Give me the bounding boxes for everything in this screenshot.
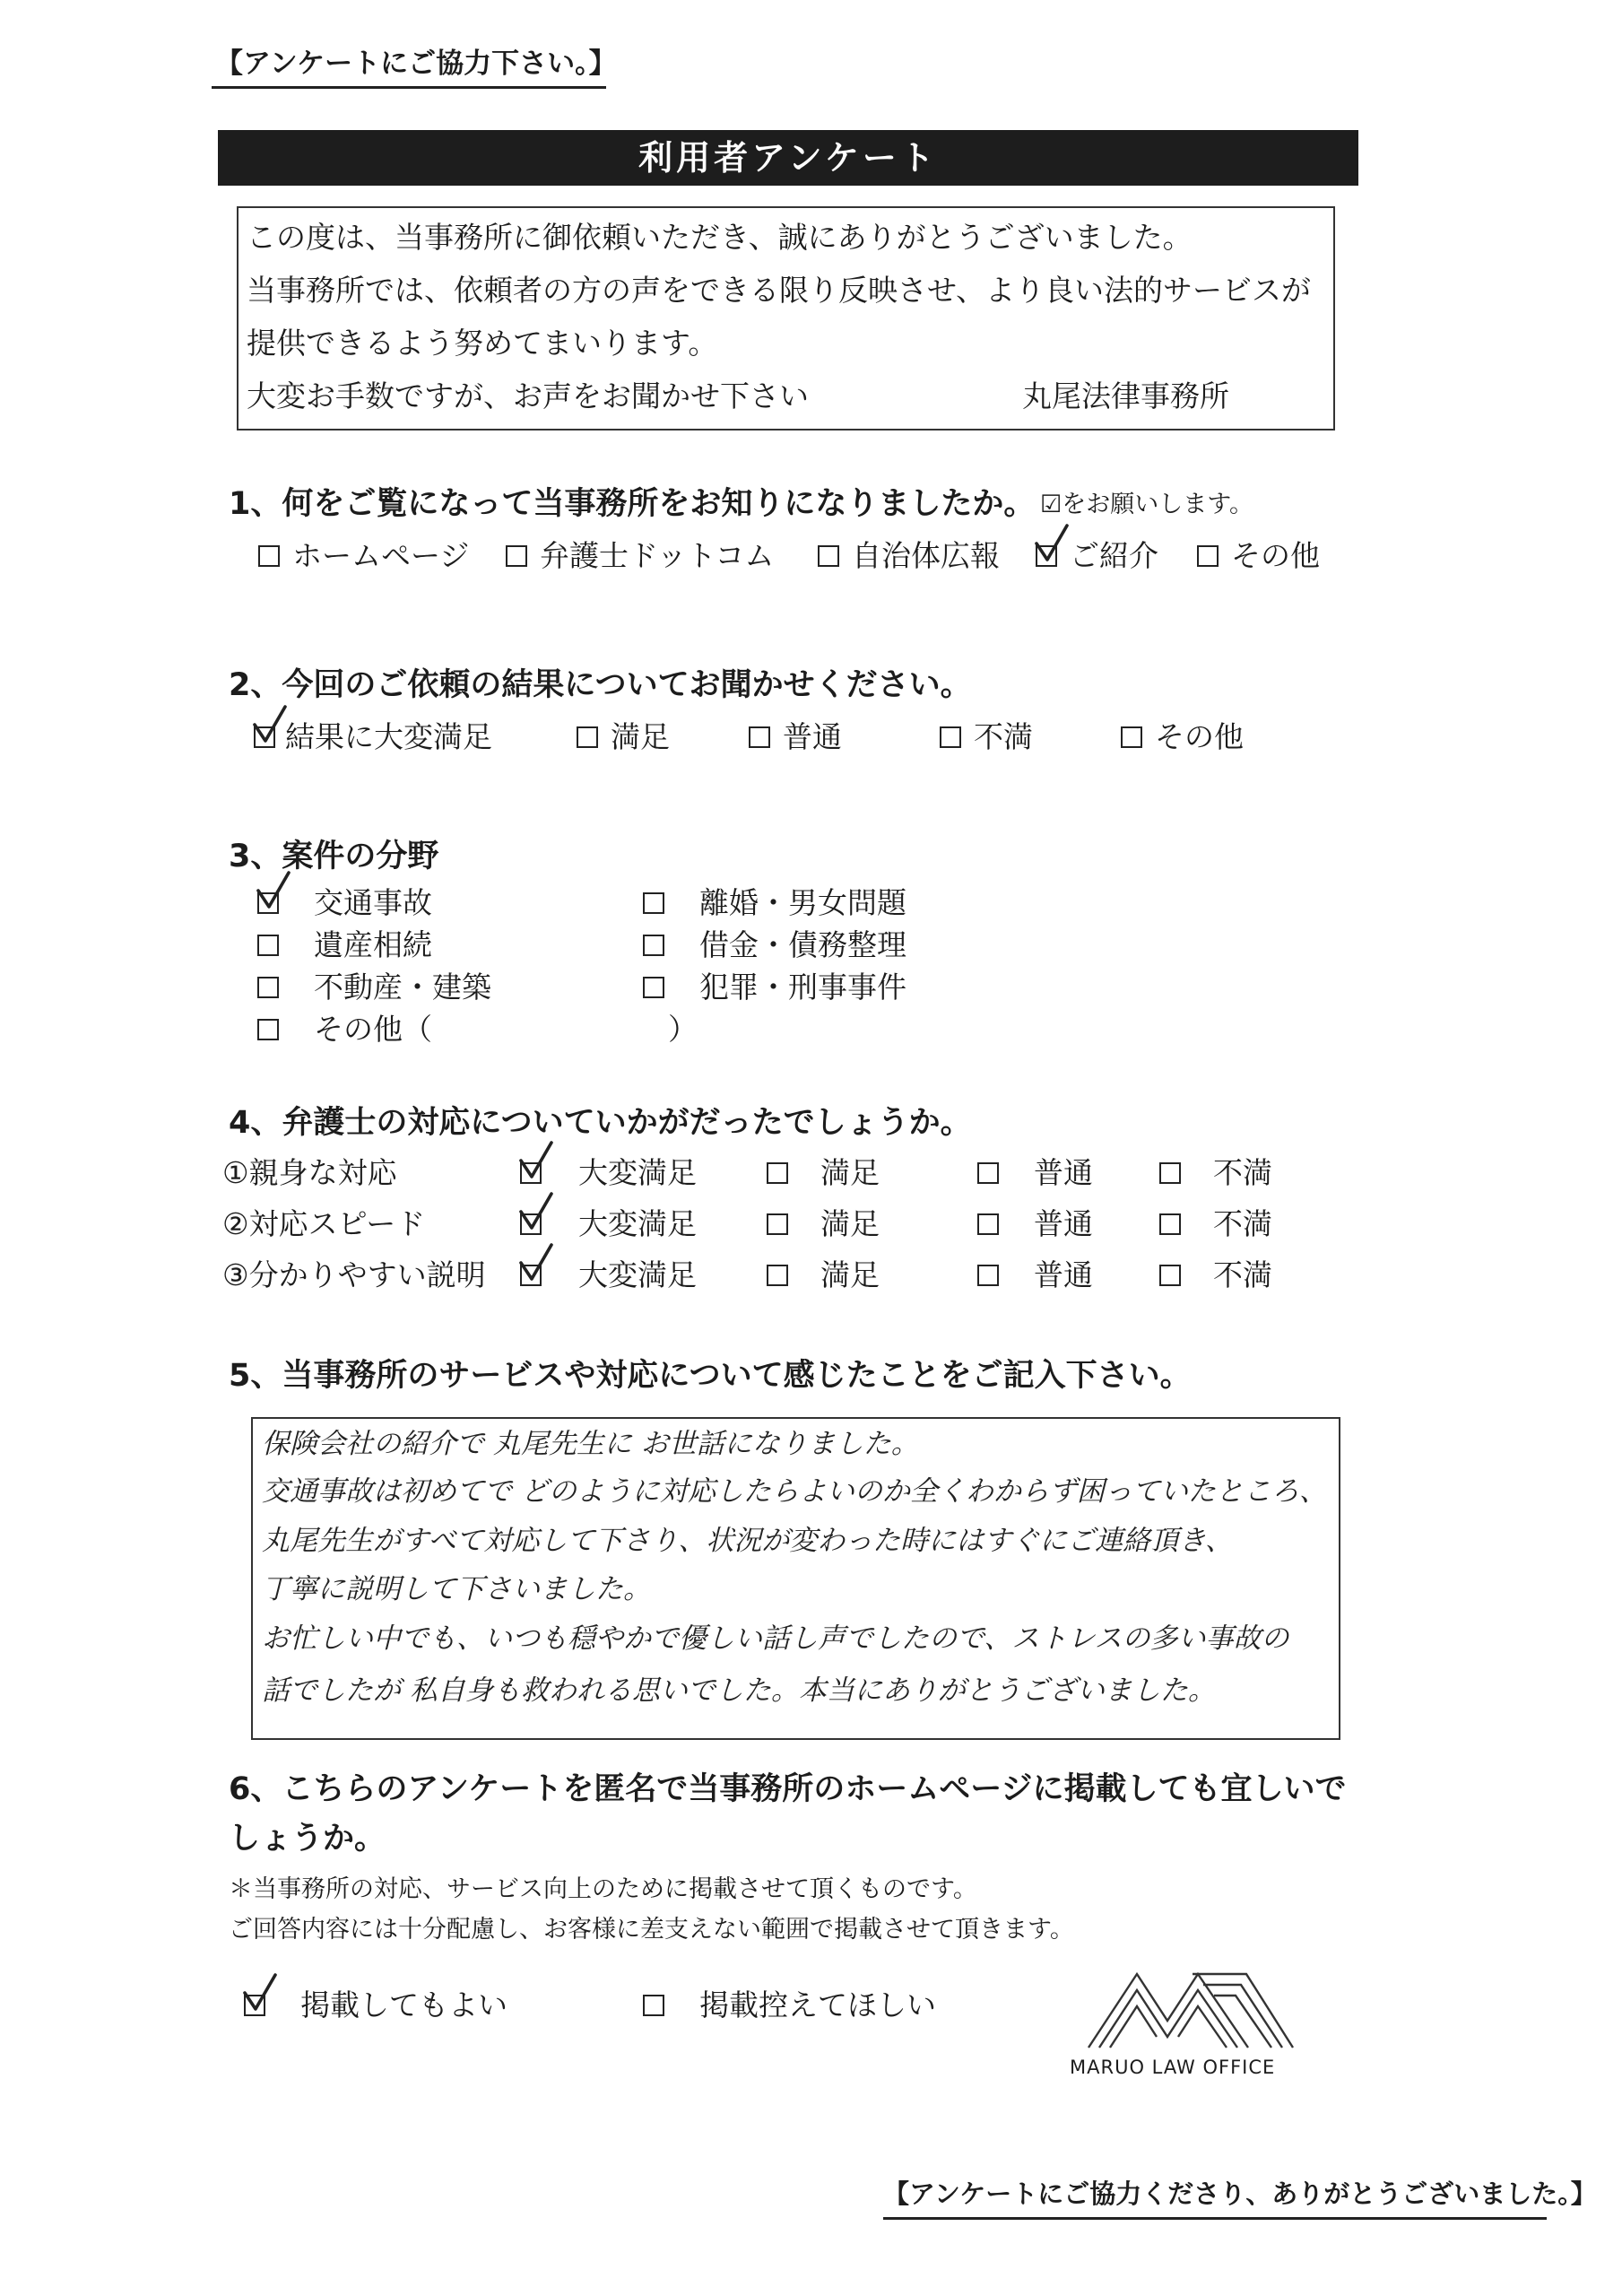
q4-row2-checkbox-normal[interactable] bbox=[977, 1213, 999, 1235]
q4-row3-checkbox-normal[interactable] bbox=[977, 1265, 999, 1286]
q4-row3-scale-satisfied: 満足 bbox=[820, 1257, 880, 1292]
intro-line-4: 大変お手数ですが、お声をお聞かせ下さい bbox=[247, 378, 809, 413]
q3-option-divorce: 離婚・男女問題 bbox=[699, 885, 906, 920]
q4-row1-scale-very-satisfied: 大変満足 bbox=[578, 1155, 697, 1190]
q6-note-2: ご回答内容には十分配慮し、お客様に差支えない範囲で掲載させて頂きます。 bbox=[229, 1916, 1074, 1944]
q4-row2-checkbox-satisfied[interactable] bbox=[767, 1213, 788, 1235]
q4-row3-scale-normal: 普通 bbox=[1034, 1257, 1093, 1292]
q3-checkbox-inheritance[interactable] bbox=[257, 935, 279, 956]
q3-option-criminal: 犯罪・刑事事件 bbox=[699, 970, 906, 1004]
q5-answer-line-2: 交通事故は初めてで どのように対応したらよいのか全くわからず困っていたところ、 bbox=[262, 1475, 1327, 1508]
q4-row1-check-icon bbox=[516, 1141, 562, 1187]
q1-hint: ☑をお願いします。 bbox=[1040, 491, 1254, 518]
q3-checkbox-real-estate[interactable] bbox=[257, 977, 279, 998]
q4-row2-checkbox-dissatisfied[interactable] bbox=[1159, 1213, 1181, 1235]
q6-option-publish-decline: 掲載控えてほしい bbox=[699, 1987, 936, 2022]
q5-answer-line-1: 保険会社の紹介で 丸尾先生に お世話になりました。 bbox=[262, 1428, 919, 1460]
q5-question: 5、当事務所のサービスや対応について感じたことをご記入下さい。 bbox=[229, 1358, 1192, 1394]
q2-checkbox-other[interactable] bbox=[1121, 726, 1142, 748]
q4-question: 4、弁護士の対応についていかがだったでしょうか。 bbox=[229, 1105, 972, 1141]
q4-row3-checkbox-satisfied[interactable] bbox=[767, 1265, 788, 1286]
q1-option-bengoshi-dotcom: 弁護士ドットコム bbox=[540, 538, 775, 573]
bottom-note: 【アンケートにご協力くださり、ありがとうございました。】 bbox=[883, 2179, 1597, 2209]
intro-line-1: この度は、当事務所に御依頼いただき、誠にありがとうございました。 bbox=[247, 220, 1193, 255]
q4-row3-label: ③分かりやすい説明 bbox=[222, 1257, 486, 1292]
q3-checkbox-criminal[interactable] bbox=[643, 977, 664, 998]
q2-option-dissatisfied: 不満 bbox=[974, 719, 1033, 754]
q4-row2-scale-dissatisfied: 不満 bbox=[1213, 1206, 1272, 1241]
q1-option-referral: ご紹介 bbox=[1070, 538, 1158, 573]
logo-text: MARUO LAW OFFICE bbox=[1070, 2057, 1276, 2078]
q4-row1-checkbox-normal[interactable] bbox=[977, 1162, 999, 1184]
q4-row1-scale-dissatisfied: 不満 bbox=[1213, 1155, 1272, 1190]
q6-note-1: ＊当事務所の対応、サービス向上のために掲載させて頂くものです。 bbox=[229, 1875, 977, 1903]
q6-publish-ok-check-icon bbox=[239, 1973, 286, 2020]
q4-row1-checkbox-satisfied[interactable] bbox=[767, 1162, 788, 1184]
q3-other-close-paren: ） bbox=[668, 1012, 698, 1047]
q2-question: 2、今回のご依頼の結果についてお聞かせください。 bbox=[229, 667, 972, 703]
q3-option-debt: 借金・債務整理 bbox=[699, 927, 906, 962]
q4-row3-scale-dissatisfied: 不満 bbox=[1213, 1257, 1272, 1292]
q4-row2-scale-satisfied: 満足 bbox=[820, 1206, 880, 1241]
bottom-note-underline bbox=[883, 2217, 1547, 2220]
page-title: 利用者アンケート bbox=[638, 138, 938, 178]
q1-question: 1、何をご覧になって当事務所をお知りになりましたか。 bbox=[229, 486, 1036, 522]
q3-option-other: その他（ bbox=[314, 1012, 432, 1047]
q5-answer-line-5: お忙しい中でも、いつも穏やかで優しい話し声でしたので、ストレスの多い事故の bbox=[262, 1622, 1289, 1655]
q5-answer-line-4: 丁寧に説明して下さいました。 bbox=[262, 1573, 651, 1605]
office-name: 丸尾法律事務所 bbox=[1022, 378, 1229, 413]
q4-row1-scale-satisfied: 満足 bbox=[820, 1155, 880, 1190]
top-note-underline bbox=[212, 86, 606, 89]
q3-question: 3、案件の分野 bbox=[229, 839, 439, 874]
q6-checkbox-publish-decline[interactable] bbox=[643, 1995, 664, 2016]
q4-row3-checkbox-dissatisfied[interactable] bbox=[1159, 1265, 1181, 1286]
q3-checkbox-other[interactable] bbox=[257, 1019, 279, 1040]
q4-row2-label: ②対応スピード bbox=[222, 1206, 426, 1241]
q2-option-normal: 普通 bbox=[783, 719, 842, 754]
q1-checkbox-municipal[interactable] bbox=[818, 545, 839, 567]
maruo-logo-icon bbox=[1085, 1969, 1300, 2049]
q3-option-inheritance: 遺産相続 bbox=[314, 927, 432, 962]
q2-option-other: その他 bbox=[1155, 719, 1244, 754]
q2-checkbox-normal[interactable] bbox=[749, 726, 770, 748]
q2-checkbox-dissatisfied[interactable] bbox=[940, 726, 961, 748]
intro-line-2: 当事務所では、依頼者の方の声をできる限り反映させ、より良い法的サービスが bbox=[247, 273, 1312, 308]
intro-line-3: 提供できるよう努めてまいります。 bbox=[247, 326, 718, 361]
q3-option-traffic-accident: 交通事故 bbox=[314, 885, 432, 920]
q2-option-satisfied: 満足 bbox=[611, 719, 670, 754]
q5-answer-line-6: 話でしたが 私自身も救われる思いでした。本当にありがとうございました。 bbox=[262, 1674, 1216, 1707]
q6-question-line-2: しょうか。 bbox=[229, 1821, 386, 1857]
q3-traffic-accident-check-icon bbox=[253, 871, 299, 918]
q1-option-homepage: ホームページ bbox=[292, 538, 470, 573]
q4-row2-scale-normal: 普通 bbox=[1034, 1206, 1093, 1241]
q1-checkbox-homepage[interactable] bbox=[258, 545, 280, 567]
q1-option-municipal: 自治体広報 bbox=[852, 538, 1000, 573]
q6-option-publish-ok: 掲載してもよい bbox=[300, 1987, 507, 2022]
q4-row1-scale-normal: 普通 bbox=[1034, 1155, 1093, 1190]
q2-checkbox-satisfied[interactable] bbox=[577, 726, 598, 748]
q4-row3-check-icon bbox=[516, 1243, 562, 1290]
q4-row1-checkbox-dissatisfied[interactable] bbox=[1159, 1162, 1181, 1184]
q1-checkbox-other[interactable] bbox=[1197, 545, 1219, 567]
q3-checkbox-debt[interactable] bbox=[643, 935, 664, 956]
q3-checkbox-divorce[interactable] bbox=[643, 892, 664, 914]
top-note: 【アンケートにご協力下さい。】 bbox=[215, 48, 617, 80]
q4-row3-scale-very-satisfied: 大変満足 bbox=[578, 1257, 697, 1292]
q5-answer-line-3: 丸尾先生がすべて対応して下さり、状況が変わった時にはすぐにご連絡頂き、 bbox=[262, 1525, 1233, 1557]
q4-row1-label: ①親身な対応 bbox=[222, 1155, 397, 1190]
q2-option-very-satisfied: 結果に大変満足 bbox=[285, 719, 492, 754]
q6-question-line-1: 6、こちらのアンケートを匿名で当事務所のホームページに掲載しても宜しいで bbox=[229, 1771, 1347, 1807]
q4-row2-scale-very-satisfied: 大変満足 bbox=[578, 1206, 697, 1241]
q1-option-other: その他 bbox=[1231, 538, 1320, 573]
q3-option-real-estate: 不動産・建築 bbox=[314, 970, 491, 1004]
q4-row2-check-icon bbox=[516, 1192, 562, 1239]
q1-checkbox-bengoshi-dotcom[interactable] bbox=[506, 545, 527, 567]
